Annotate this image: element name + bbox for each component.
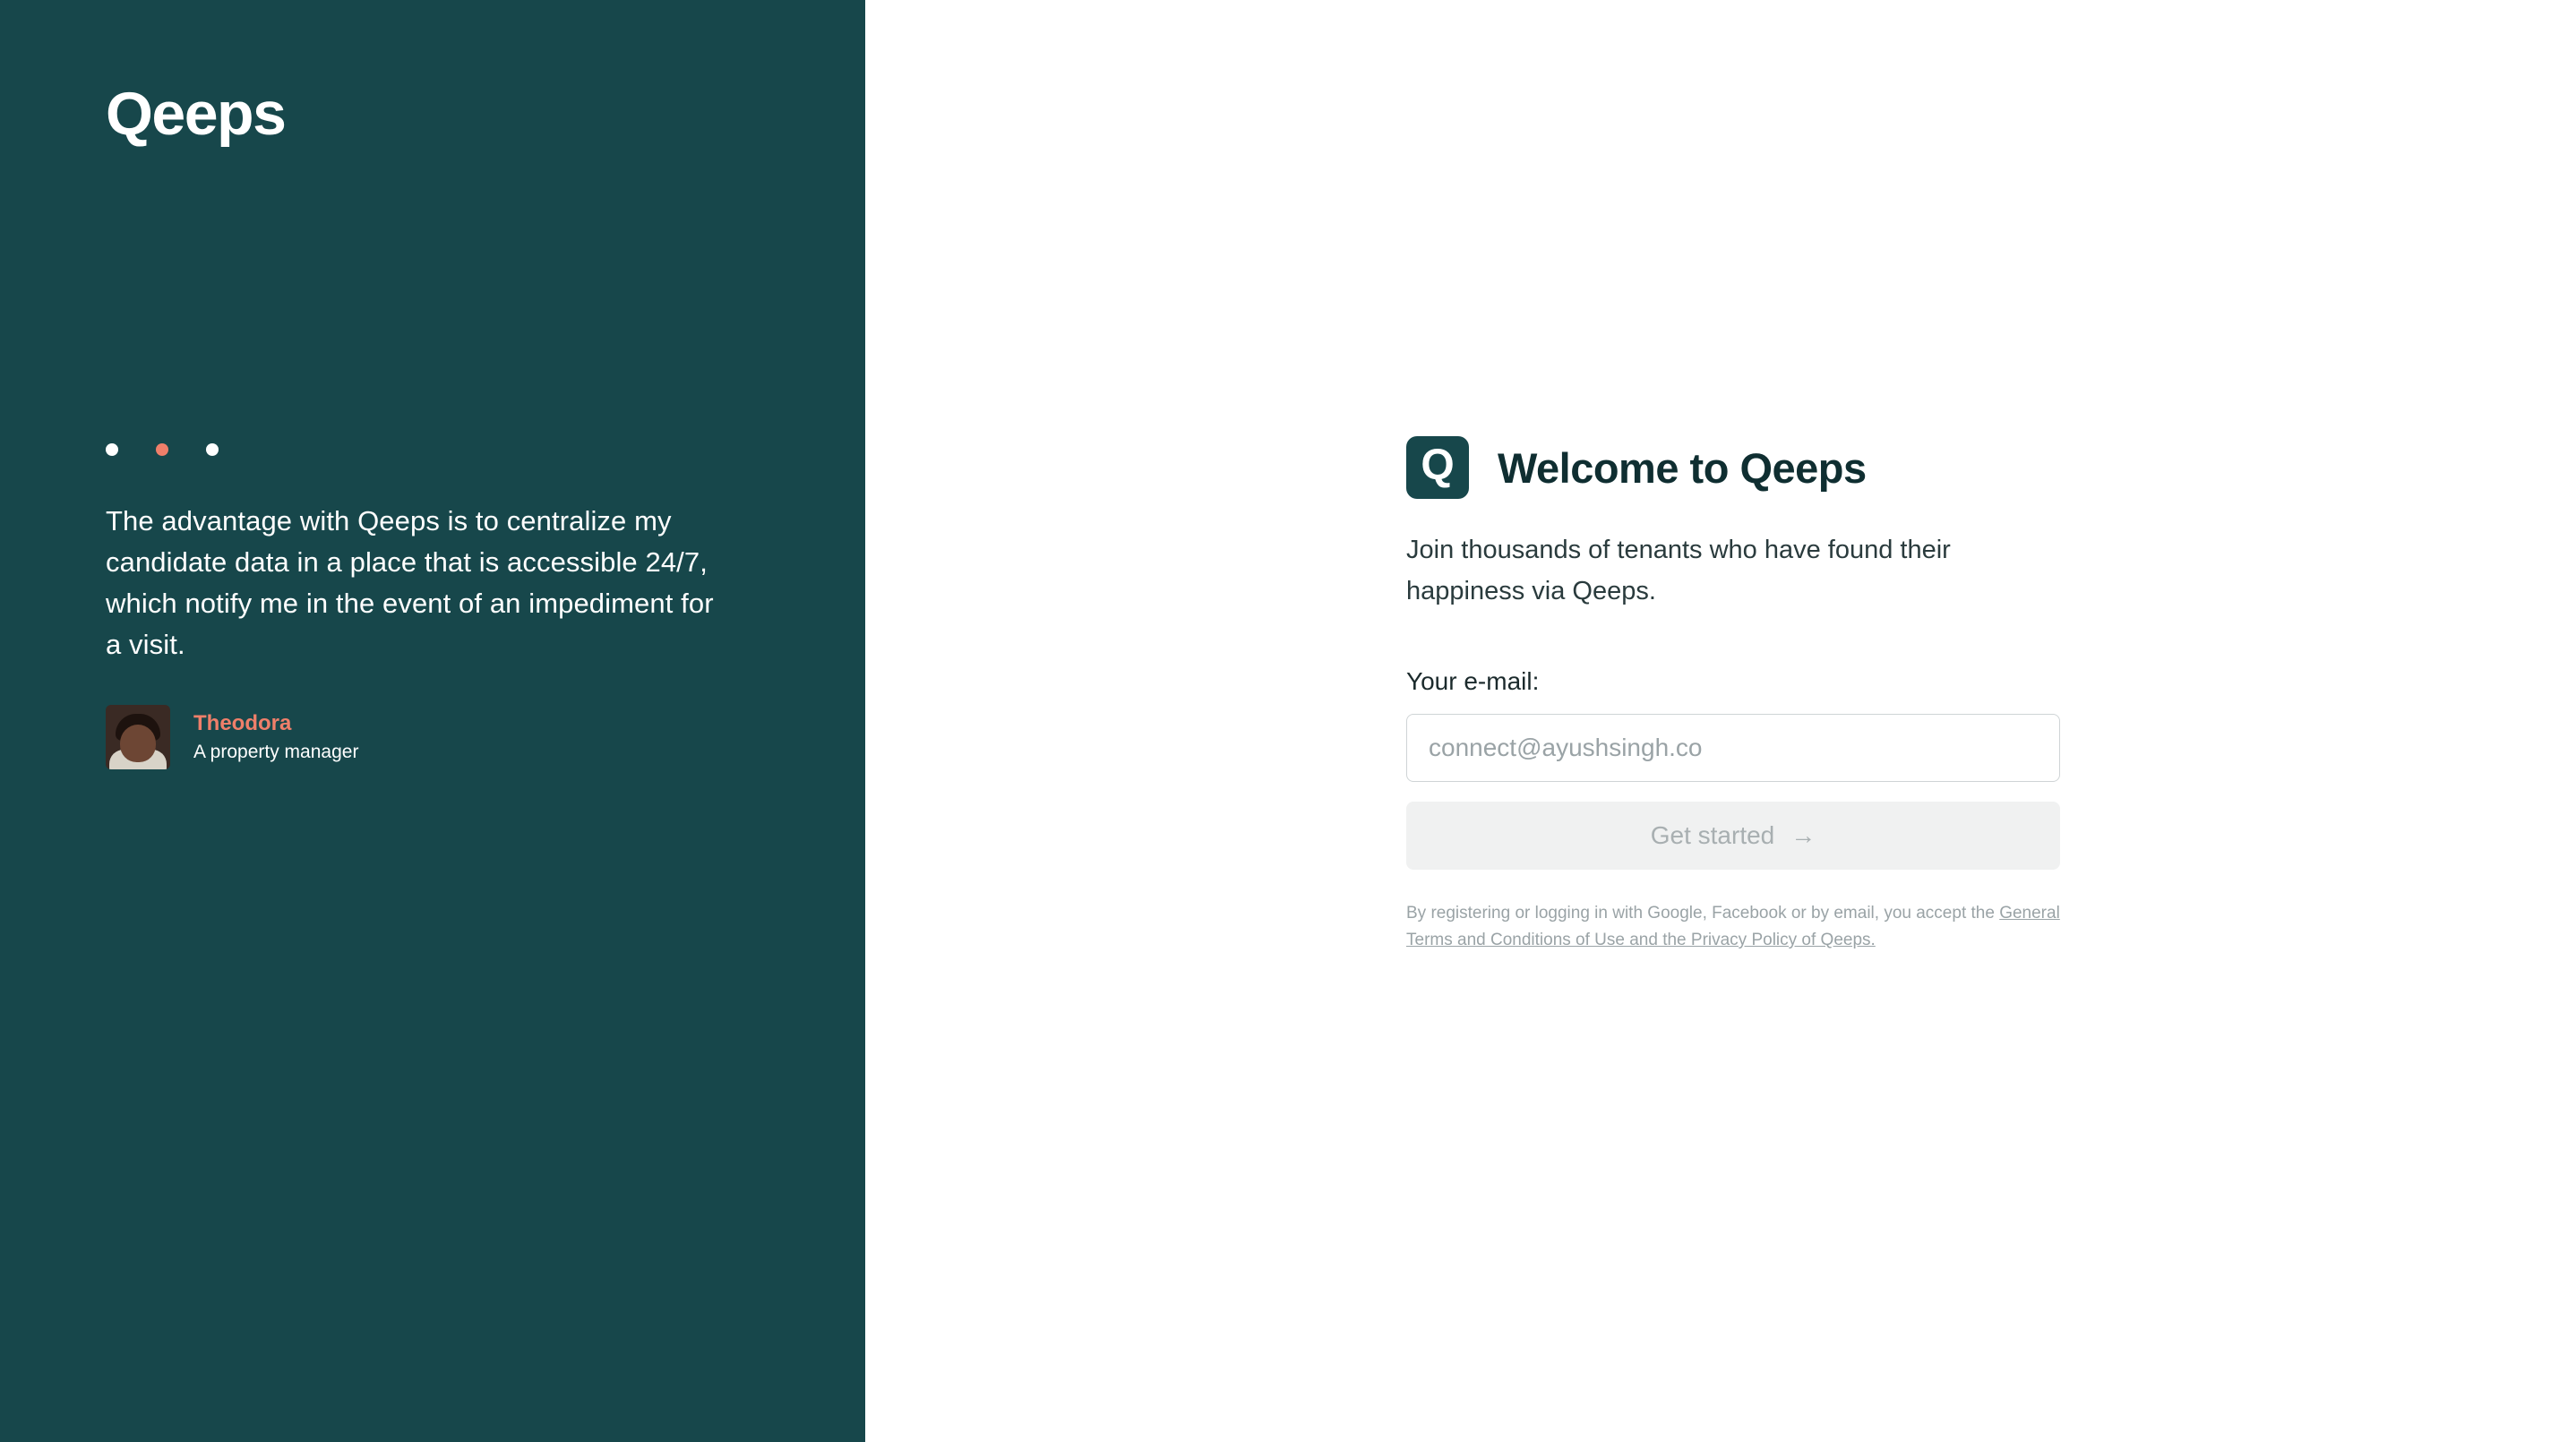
carousel-dot-2[interactable] <box>156 443 168 456</box>
author-text <box>193 711 358 763</box>
page-subtitle: Join thousands of tenants who have found their happiness via Qeeps. <box>1406 536 1951 605</box>
email-field[interactable] <box>1406 714 2060 782</box>
right-form-panel <box>865 0 2576 1442</box>
signup-form <box>1406 436 2065 954</box>
email-field-label: Your e-mail: <box>1406 667 1540 695</box>
legal-text: By registering or logging in with Google, Facebook or by email, you accept the <box>1406 904 2000 923</box>
carousel-dot-1[interactable] <box>106 443 118 456</box>
get-started-label: Get started <box>1650 821 1775 849</box>
page-title: Welcome to Qeeps <box>1498 443 1867 492</box>
carousel-dot-3[interactable] <box>206 443 219 456</box>
logo-letter: Q <box>1421 442 1455 489</box>
get-started-button[interactable] <box>1406 802 2060 870</box>
carousel-dots[interactable] <box>106 443 760 456</box>
avatar-face-shape <box>120 725 156 762</box>
terms-and-privacy-link[interactable]: General Terms and Conditions of Use and the Privacy Policy of Qeeps. <box>1406 904 2060 949</box>
author-name: Theodora <box>193 711 292 735</box>
author-role: A property manager <box>193 742 359 762</box>
left-promo-panel <box>0 0 865 1442</box>
arrow-right-icon: → <box>1790 821 1816 849</box>
testimonial-author <box>106 705 760 769</box>
testimonial-quote: The advantage with Qeeps is to centralize my candidate data in a place that is accessible 24/7, which notify me in the event of an impediment for a visit. <box>106 505 714 660</box>
avatar <box>106 705 170 769</box>
legal-disclaimer <box>1406 900 2065 954</box>
brand-logo-text: Qeeps <box>106 80 286 148</box>
testimonial-carousel <box>106 443 760 769</box>
welcome-header <box>1406 436 2065 499</box>
qeeps-logo-icon <box>1406 436 1469 499</box>
